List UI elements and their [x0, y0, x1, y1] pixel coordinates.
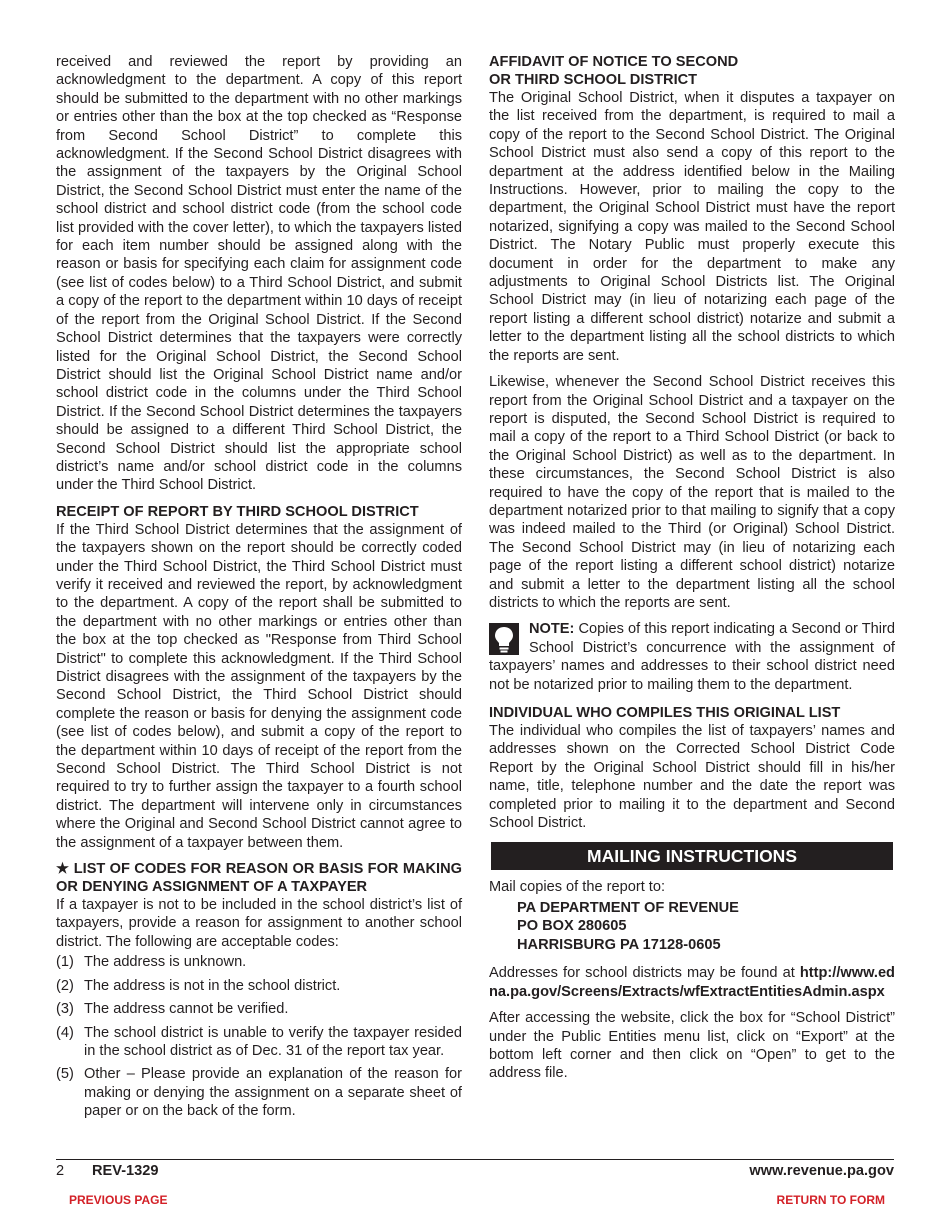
code-number: (2): [56, 977, 74, 994]
school-district-url[interactable]: http://www.edna.pa.gov/Screens/Extracts/wfExtractEntitiesAdmin.aspx: [489, 965, 895, 1000]
code-item: [56, 1000, 462, 1018]
footer-website: www.revenue.pa.gov: [749, 1163, 894, 1179]
affidavit-heading: [489, 53, 895, 89]
address-line-1: PA DEPARTMENT OF REVENUE: [517, 899, 739, 916]
code-item: [56, 1024, 462, 1061]
codes-intro: If a taxpayer is not to be included in the school district’s list of taxpayers, provide a reason for assignment to another school district. The following are acceptable codes:: [56, 897, 462, 950]
code-item: [56, 953, 462, 971]
mail-to-label: Mail copies of the report to:: [489, 879, 666, 896]
right-column: [489, 53, 895, 1091]
receipt-heading: RECEIPT OF REPORT BY THIRD SCHOOL DISTRICT: [56, 503, 419, 520]
code-number: (1): [56, 954, 74, 971]
code-text: The address is unknown.: [84, 954, 247, 971]
lightbulb-icon: [489, 623, 519, 655]
mailing-address: [489, 899, 895, 955]
form-id: REV-1329: [92, 1163, 159, 1179]
footer-divider: [56, 1159, 894, 1160]
return-to-form-link[interactable]: RETURN TO FORM: [776, 1193, 885, 1207]
code-text: The school district is unable to verify the taxpayer resided in the school district as of Dec. 31 of the report tax year.: [84, 1024, 462, 1059]
code-item: [56, 1065, 462, 1120]
note-label: NOTE:: [529, 621, 575, 638]
previous-page-link[interactable]: PREVIOUS PAGE: [69, 1193, 168, 1207]
code-text: The address is not in the school district.: [84, 977, 341, 994]
note-text: Copies of this report indicating a Second or Third School District’s concurrence with the assignment of taxpayers’ names and addresses to their school district need not be notarized prior to mailing them to the department.: [489, 621, 895, 693]
addresses-prefix: Addresses for school districts may be found at: [489, 965, 795, 982]
note-block: [489, 620, 895, 694]
left-column: [56, 53, 462, 1126]
codes-heading: ★ LIST OF CODES FOR REASON OR BASIS FOR MAKING OR DENYING ASSIGNMENT OF A TAXPAYER: [56, 861, 462, 896]
addresses-paragraph: [489, 964, 895, 1001]
affidavit-heading-line-2: OR THIRD SCHOOL DISTRICT: [489, 72, 698, 88]
mailing-instructions-banner: MAILING INSTRUCTIONS: [491, 842, 893, 870]
codes-list: [56, 953, 462, 1120]
page-footer: [56, 1162, 894, 1180]
code-number: (3): [56, 1001, 74, 1018]
address-line-2: PO BOX 280605: [517, 918, 627, 935]
individual-paragraph: The individual who compiles the list of taxpayers’ names and addresses shown on the Corrected School District Code Report by the Original School District should fill in his/her name, title, telephone number and the date the report was completed prior to mailing it to the department and Second School District.: [489, 723, 895, 832]
code-text: The address cannot be verified.: [84, 1001, 289, 1018]
page-number: 2: [56, 1163, 65, 1179]
affidavit-heading-line-1: AFFIDAVIT OF NOTICE TO SECOND: [489, 54, 739, 70]
code-text: Other – Please provide an explanation of the reason for making or denying the assignment on a separate sheet of paper or on the back of the form.: [84, 1066, 462, 1120]
code-number: (5): [56, 1066, 74, 1083]
affidavit-paragraph-2: Likewise, whenever the Second School District receives this report from the Original School District and a taxpayer on the report is disputed, the Second School District is required to mail a copy of the report to a Third School District (or back to the Original School District) as well as to the department. In these circumstances, the Second School District is also required to have the copy of the report that is mailed to the department notarized prior to that mailing to signify that a copy was indeed mailed to the Third (or Original) School District. The Second School District may (in lieu of notarizing each page of the report listing a different school district) notarize and submit a letter to the department listing all the school districts to which the reports are sent.: [489, 374, 895, 611]
intro-paragraph: received and reviewed the report by providing an acknowledgment to the department. A copy of this report should be submitted to the department with no other markings or entries other than the box at the top checked as “Response from Second School District” to complete this acknowledgment. If the Second School District disagrees with the assignment of the taxpayers by the Original School District, the Second School District must enter the name of the school district and school district code (from the school code list provided with the cover letter), to which the taxpayers listed for each item number should be assigned along with the reason or basis for specifying each claim for assignment code (see list of codes below) to a Third School District, and submit a copy of the report to the department within 10 days of receipt of the report from the Original School District. If the Second School District determines that the taxpayers were correctly listed for the Original School District, the Second School District should list the Original School District name and/or school district code in the columns under the Third School District. If the Second School District determines the taxpayers should be assigned to a different Third School District, the Second School District should list the appropriate school district’s name and/or school district code in the columns under the Third School District.: [56, 54, 462, 494]
address-line-3: HARRISBURG PA 17128-0605: [517, 936, 721, 953]
affidavit-paragraph-1: The Original School District, when it disputes a taxpayer on the list received from the department, is required to mail a copy of the report to the Second School District. The Original School District must also send a copy of this report to the department at the address identified below in the Mailing Instructions. However, prior to mailing the copy to the department, the Original School District must have the report notarized, signifying a copy was mailed to the Second School District. The Notary Public must properly execute this document in order for the department to make any adjustments to Original School Districts list. The Original School District may (in lieu of notarizing each page of the report listing a different school district) notarize and submit a letter to the department listing all the school districts to which the reports are sent.: [489, 90, 895, 364]
receipt-paragraph: If the Third School District determines that the assignment of the taxpayers shown on the report should be correctly coded under the Third School District, the Third School District must verify it received and reviewed the report, by acknowledgment to the department. A copy of the report shall be submitted to the department with no other markings or entries other than the box at the top checked as "Response from Third School District" to complete this acknowledgment. If the Third School District disagrees with the assignment of the taxpayers by the Second School District, the Third School District should complete the reason or basis for denying the assignment code (see list of codes below), and submit a copy of the report to the department within 10 days of receipt of the report from the Second School District. The Third School District is not required to try to further assign the taxpayer to a fourth school district. The department will intervene only in circumstances where the Original and Second School District cannot agree to the assignment of a taxpayer between them.: [56, 521, 462, 851]
code-number: (4): [56, 1024, 74, 1041]
code-item: [56, 977, 462, 995]
website-paragraph: After accessing the website, click the box for “School District” under the Public Entities menu list, click on “Export” at the bottom left corner and then click on “Open” to get to the address file.: [489, 1010, 895, 1082]
individual-heading: INDIVIDUAL WHO COMPILES THIS ORIGINAL LIST: [489, 705, 841, 721]
